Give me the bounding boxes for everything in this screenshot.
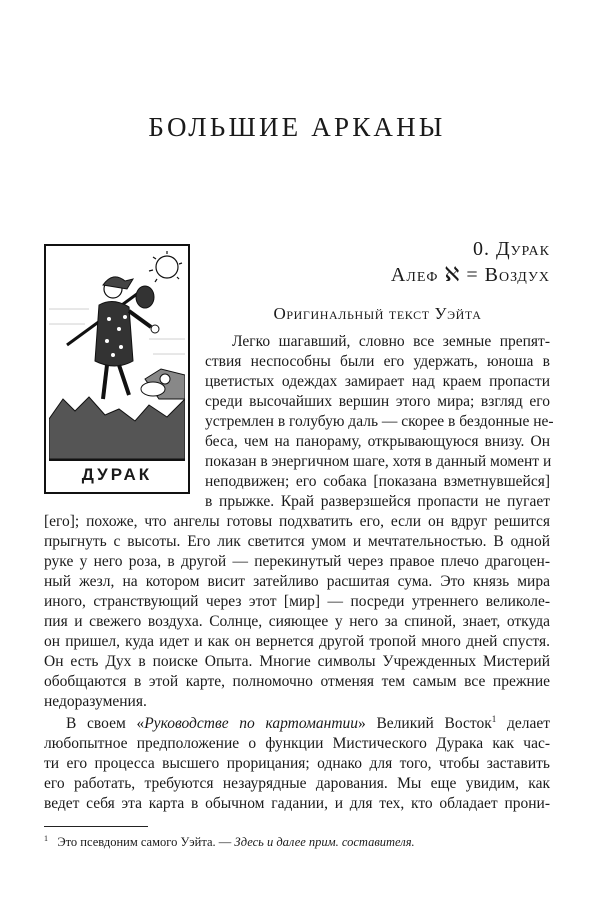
paragraph2-text: делает bbox=[496, 715, 550, 732]
paragraph2-line: его работать, требуются незаурядные дарования. Мы еще увидим, как bbox=[44, 775, 550, 792]
fool-card-illustration bbox=[49, 249, 185, 459]
paragraph1-line: ный жезл, на котором висит затейливо расшитая сума. Это князь мира bbox=[44, 573, 550, 590]
paragraph2-first-line bbox=[66, 714, 550, 733]
paragraph1-line: прыгнуть с высоты. Его лик светится умом и мечтательностью. В одной bbox=[44, 533, 550, 550]
footnote-italic: Здесь и далее прим. составителя. bbox=[234, 835, 415, 850]
paragraph1-line: иного, странствующий через этот [мир] — посреди утреннего великоле- bbox=[44, 593, 550, 610]
arcana-subtitle: Алеф ℵ = Воздух bbox=[390, 264, 550, 286]
card-label: ДУРАК bbox=[81, 465, 153, 484]
paragraph1-line: недоразумения. bbox=[44, 693, 147, 710]
paragraph1-line: Он есть Дух в поиске Опыта. Многие символы Учрежденных Мистерий bbox=[44, 653, 550, 670]
paragraph1-line: устремлен в голубую даль — скорее в бездонные не- bbox=[205, 413, 554, 430]
bag-icon bbox=[136, 286, 154, 308]
paragraph1-line: руке у него роза, в другой — перекинутый через правое плечо драгоцен- bbox=[44, 553, 550, 570]
paragraph2-line: ти его процесса высшего прорицания; однако для того, чтобы заставить bbox=[44, 755, 550, 772]
section-heading: Оригинальный текст Уэйта bbox=[273, 304, 482, 323]
paragraph1-line: показан в энергичном шаге, хотя в данный момент и bbox=[205, 453, 552, 470]
rose-icon bbox=[151, 325, 159, 333]
paragraph2-text: » Великий Восток bbox=[358, 715, 492, 732]
paragraph2-line: ведет себя эта карта в обычном гадании, и для тех, кто обладает прони- bbox=[44, 795, 550, 812]
paragraph1-line: среди высочайших вершин этого мира; взгляд его bbox=[205, 393, 550, 410]
footnote-number: 1 bbox=[44, 834, 48, 843]
sun-icon bbox=[149, 251, 182, 282]
paragraph1-line: [его]; похоже, что ангелы готовы подхватить его, если он вдруг решится bbox=[44, 513, 550, 530]
paragraph1-line: пия и свежего воздуха. Солнце, сияющее у него за спиной, знает, откуда bbox=[44, 613, 550, 630]
footnote-reference[interactable]: 1 bbox=[491, 713, 497, 724]
paragraph1-line: неподвижен; его собака [показана взметнувшейся] bbox=[205, 473, 550, 490]
paragraph1-line: он пришел, куда идет и как он вернется другой тропой много дней спустя. bbox=[44, 633, 550, 650]
paragraph1-line: ствия неспособны были его удержать, юноша в bbox=[205, 353, 550, 370]
footnote-divider bbox=[44, 826, 148, 827]
paragraph2-text: В своем « bbox=[66, 715, 145, 732]
fool-tarot-card bbox=[44, 244, 190, 494]
paragraph1-line: беса, чем на панораму, открывающуюся внизу. Он bbox=[205, 433, 550, 450]
footnote bbox=[44, 834, 415, 850]
paragraph1-line: Легко шагавший, словно все земные препят- bbox=[232, 333, 550, 350]
chapter-title: БОЛЬШИЕ АРКАНЫ bbox=[148, 112, 446, 142]
paragraph1-line: в прыжке. Край разверзшейся пропасти не пугает bbox=[205, 493, 550, 510]
arcana-title: 0. Дурак bbox=[473, 238, 550, 260]
card-label-box bbox=[49, 459, 185, 489]
paragraph1-line: цветистых одеждах замирает над краем пропасти bbox=[205, 373, 550, 390]
paragraph2-line: любопытное предположение о функции Мистического Дурака как час- bbox=[44, 735, 550, 752]
paragraph1-line: обобщаются в этой карте, полномочно отменяя тем самым все прежние bbox=[44, 673, 550, 690]
book-title: Руководстве по картомантии bbox=[144, 715, 359, 732]
footnote-text: Это псевдоним самого Уэйта. — bbox=[57, 835, 235, 850]
